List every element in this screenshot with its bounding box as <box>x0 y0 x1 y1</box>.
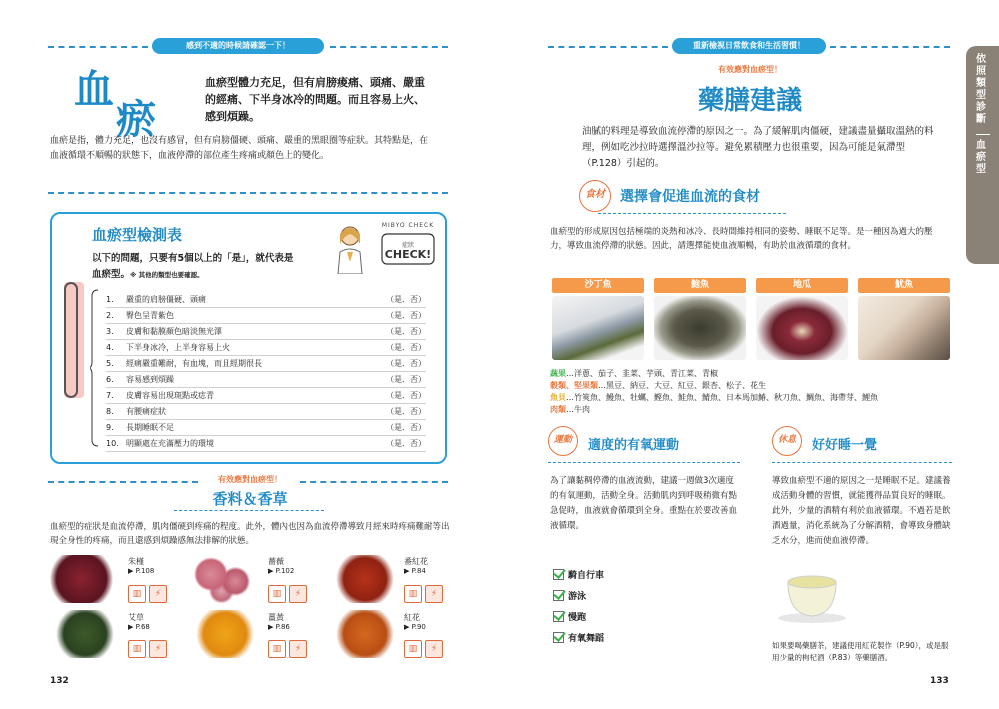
herb-page: ▶ P.86 <box>268 623 290 631</box>
divider <box>330 46 448 48</box>
checklist-list <box>106 292 426 452</box>
food-badge: 食材 <box>579 180 611 212</box>
food-label: 鮑魚 <box>654 278 746 293</box>
divider <box>830 46 950 48</box>
food-category: 魚貝…竹筴魚、鰻魚、牡蠣、鰹魚、鮭魚、鯖魚、日本馬加鰆、秋刀魚、鯛魚、海帶芽、鯉魚 <box>550 393 878 402</box>
side-tab-sublabel: 血瘀型 <box>976 140 986 175</box>
herb-name: 朱槿 <box>128 557 144 566</box>
body-icon: ▥ <box>128 640 146 658</box>
pot-icon: ⚡ <box>149 585 167 603</box>
food-label: 地瓜 <box>756 278 848 293</box>
checkbox-icon <box>553 590 564 601</box>
divider <box>48 192 448 194</box>
checklist-row: 2. 臀色呈青紫色 （是．否） <box>106 308 426 324</box>
pot-icon: ⚡ <box>425 640 443 658</box>
exercise-list <box>553 568 604 644</box>
food-category: 蔬果…洋蔥、茄子、韭菜、芋頭、青江菜、青椒 <box>550 369 718 378</box>
hibiscus-photo <box>50 555 120 603</box>
food-text: 血瘀型的形成原因包括極端的炎熱和冰冷、長時間維持相同的姿勢、睡眠不足等。是一種因為過大的壓力，導致血流停滯的狀態。因此，請選擇能使血液順暢，有助於血液循環的食材。 <box>550 227 933 251</box>
divider <box>548 462 740 463</box>
intro-text: 血瘀是指，體力充足，也沒有感冒，但有肩膀僵硬、頭痛、嚴重的黑眼圈等症狀。其特點是，在血液循環不順暢的狀態下，血液停滯的部位產生疼痛或顏色上的變化。 <box>50 136 429 161</box>
exercise-text: 為了讓黏稠停滯的血液流動，建議一週做3次適度的有氧運動，活動全身。活動肌肉到呼吸稍微有點急促時，血液就會循環到全身。重點在於要改善血液循環。 <box>550 476 738 531</box>
body-icon: ▥ <box>268 585 286 603</box>
herb-icons <box>404 640 443 658</box>
rest-text: 導致血瘀型不適的原因之一是睡眠不足。建議養成活動身體的習慣，就能獲得品質良好的睡眠。此外，少量的酒精有利於血液循環。不過若是飲酒過量，消化系統為了分解酒精，會導致身體缺乏水分，進而使血液停滯。 <box>772 476 951 546</box>
divider <box>174 510 324 511</box>
checkbox-icon <box>553 611 564 622</box>
exercise-item: 有氧舞蹈 <box>553 631 604 644</box>
exercise-item: 騎自行車 <box>553 568 604 581</box>
rest-title: 好好睡一覺 <box>812 438 878 453</box>
sweet-potato-photo <box>756 296 848 360</box>
food-label: 魷魚 <box>858 278 950 293</box>
checklist-row: 3. 皮膚和黏膜顏色暗淡無光澤 （是．否） <box>106 324 426 340</box>
food-title: 選擇會促進血流的食材 <box>620 189 760 205</box>
badge-small-text: 症狀 <box>401 242 414 249</box>
herb-icons <box>128 585 167 603</box>
checklist-row: 6. 容易感到煩躁 （是．否） <box>106 372 426 388</box>
page-number: 133 <box>930 676 949 686</box>
herb-icons <box>404 585 443 603</box>
herb-page: ▶ P.84 <box>404 567 426 575</box>
body-icon: ▥ <box>268 640 286 658</box>
herb-page: ▶ P.90 <box>404 623 426 631</box>
sardine-photo <box>552 296 644 360</box>
herb-icons <box>128 640 167 658</box>
abalone-photo <box>654 296 746 360</box>
badge-arc-text: MIBYO CHECK <box>381 222 435 229</box>
big-title-char-2: 瘀 <box>116 96 156 143</box>
clip-outline <box>64 282 78 398</box>
checklist-row: 8. 有腰痛症狀 （是．否） <box>106 404 426 420</box>
tea-note: 如果要喝藥膳茶，建議使用紅花製作（P.90），或是服用少量的枸杞酒（P.83）等藥膳酒。 <box>772 641 949 662</box>
divider <box>772 462 952 463</box>
herb-title: 香料＆香草 <box>212 490 288 508</box>
bracket <box>90 288 100 448</box>
exercise-badge: 運動 <box>548 426 578 456</box>
herb-name: 紅花 <box>404 613 420 622</box>
checklist-instruction: 以下的問題，只要有5個以上的「是」，就代表是 <box>92 253 294 264</box>
food-category-list <box>550 368 950 416</box>
herb-name: 艾草 <box>128 613 144 622</box>
herb-page: ▶ P.108 <box>128 567 155 575</box>
divider <box>976 134 990 135</box>
body-icon: ▥ <box>404 640 422 658</box>
intro-text: 油膩的料理是導致血流停滯的原因之一。為了緩解肌肉僵硬，建議盡量攝取溫熱的料理，例如吃沙拉時選擇溫沙拉等。避免累積壓力也很重要，因為可能是氣滯型（P.128）引起的。 <box>582 126 934 169</box>
checkbox-icon <box>553 569 564 580</box>
checklist-row: 7. 皮膚容易出現斑點或痣青 （是．否） <box>106 388 426 404</box>
sub-tag: 有效應對血瘀型！ <box>718 65 782 74</box>
checklist-instruction-2: 血瘀型。※ 其他的類型也要確認。 <box>92 269 204 280</box>
herb-name: 番紅花 <box>404 557 428 566</box>
herb-text: 血瘀型的症狀是血流停滯，肌肉僵硬到疼痛的程度。此外，體內也因為血流停滯導致月經來時疼痛難耐等出現全身性的疼痛，而且還感到煩躁感無法排解的狀態。 <box>50 522 450 546</box>
herb-icons <box>268 585 307 603</box>
checklist-row: 1. 嚴重的肩膀僵硬、頭痛 （是．否） <box>106 292 426 308</box>
food-label: 沙丁魚 <box>552 278 644 293</box>
exercise-item: 慢跑 <box>553 610 604 623</box>
rose-photo <box>190 555 260 603</box>
body-icon: ▥ <box>404 585 422 603</box>
exercise-item: 游泳 <box>553 589 604 602</box>
page-title: 藥膳建議 <box>697 86 802 116</box>
body-icon: ▥ <box>128 585 146 603</box>
badge-check-text: CHECK! <box>384 248 432 261</box>
food-category: 穀類、堅果類…黑豆、納豆、大豆、紅豆、銀杏、松子、花生 <box>550 381 766 390</box>
herb-page: ▶ P.68 <box>128 623 150 631</box>
checklist-row: 4. 下半身冰冷，上半身容易上火 （是．否） <box>106 340 426 356</box>
divider <box>48 481 198 483</box>
squid-photo <box>858 296 950 360</box>
side-tab-label: 依照類型診斷 <box>976 54 986 125</box>
herb-icons <box>268 640 307 658</box>
exercise-title: 適度的有氧運動 <box>588 438 680 453</box>
rest-badge: 休息 <box>772 426 802 456</box>
intro-bold: 血瘀型體力充足，但有肩膀痠痛、頭痛、嚴重的經痛、下半身冰冷的問題。而且容易上火、感到煩躁。 <box>205 76 425 123</box>
turmeric-photo <box>190 610 260 658</box>
pot-icon: ⚡ <box>289 585 307 603</box>
checklist-title: 血瘀型檢測表 <box>92 226 183 244</box>
checklist-row: 5. 經痛嚴重難耐，有血塊，而且經期很長 （是．否） <box>106 356 426 372</box>
page-number: 132 <box>50 676 69 686</box>
safflower-photo <box>330 610 400 658</box>
top-tag: 重新檢視日常飲食和生活習慣！ <box>672 38 826 54</box>
herb-name: 薑黃 <box>268 613 284 622</box>
divider <box>598 213 786 214</box>
person-illustration <box>330 222 370 274</box>
checklist-row: 9. 長期睡眠不足 （是．否） <box>106 420 426 436</box>
herb-tag: 有效應對血瘀型！ <box>218 475 282 484</box>
divider <box>300 481 448 483</box>
big-title-char-1: 血 <box>74 66 114 113</box>
check-badge <box>376 220 440 268</box>
food-category: 肉類…牛肉 <box>550 405 590 414</box>
checkbox-icon <box>553 632 564 643</box>
mugwort-photo <box>50 610 120 658</box>
herb-name: 薔薇 <box>268 557 284 566</box>
tea-cup-photo <box>772 568 852 624</box>
divider <box>548 46 668 48</box>
pot-icon: ⚡ <box>289 640 307 658</box>
pot-icon: ⚡ <box>425 585 443 603</box>
saffron-photo <box>330 555 400 603</box>
divider <box>48 46 148 48</box>
checklist-row: 10. 明顯處在充滿壓力的環境 （是．否） <box>106 436 426 452</box>
top-tag: 感到不適的時候請確認一下！ <box>152 38 324 54</box>
pot-icon: ⚡ <box>149 640 167 658</box>
herb-page: ▶ P.102 <box>268 567 295 575</box>
